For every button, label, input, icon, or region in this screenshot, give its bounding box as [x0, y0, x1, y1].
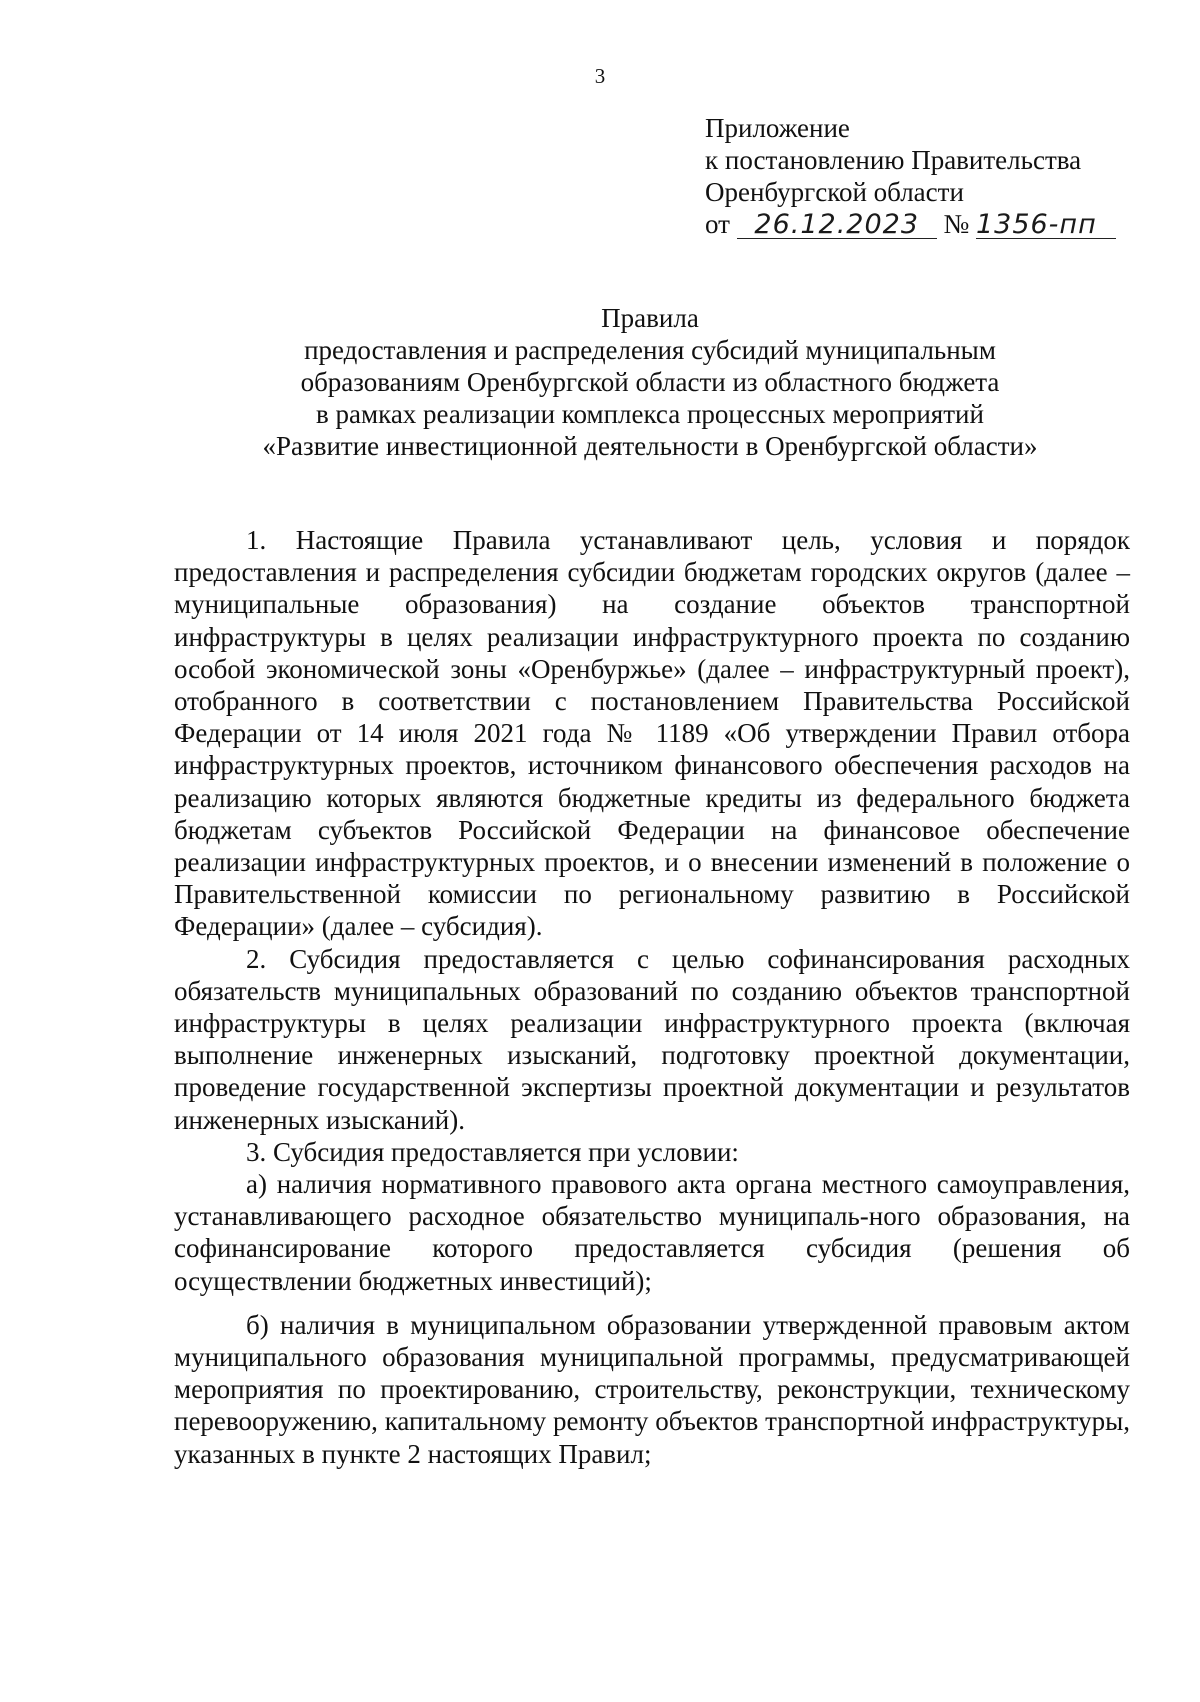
paragraph-3a: а) наличия нормативного правового акта органа местного самоуправления, устанавливающего расходное обязательство муниципаль-ного образования, на софинансирование которого предоставляется субсидия (решения об осуществлении бюджетных инвестиций);	[174, 1169, 1130, 1296]
paragraph-3b: б) наличия в муниципальном образовании утвержденной правовым актом муниципального образования муниципальной программы, предусматривающей мероприятия по проектированию, строительству, реконструкции, техническому перевооружению, капитальному ремонту объектов транспортной инфраструктуры, указанных в пункте 2 настоящих Правил;	[174, 1309, 1130, 1469]
appendix-header	[705, 112, 1165, 240]
title-line-2: образованиям Оренбургской области из областного бюджета	[300, 367, 1000, 397]
appendix-title: Приложение	[705, 113, 850, 143]
appendix-line-resolution: к постановлению Правительства	[705, 145, 1082, 175]
title-heading: Правила	[601, 303, 699, 333]
title-line-4: «Развитие инвестиционной деятельности в Оренбургской области»	[262, 431, 1038, 461]
title-line-3: в рамках реализации комплекса процессных мероприятий	[316, 399, 984, 429]
page-number: 3	[594, 64, 606, 88]
paragraph-1: 1. Настоящие Правила устанавливают цель, условия и порядок предоставления и распределения субсидии бюджетам городских округов (далее – муниципальные образования) на создание объектов транспортной инфраструктуры в целях реализации инфраструктурного проекта по созданию особой экономической зоны «Оренбуржье» (далее – инфраструктурный проект), отобранного в соответствии с постановлением Правительства Российской Федерации от 14 июля 2021 года № 1189 «Об утверждении Правил отбора инфраструктурных проектов, источником финансового обеспечения расходов на реализацию которых являются бюджетные кредиты из федерального бюджета бюджетам субъектов Российской Федерации на финансовое обеспечение реализации инфраструктурных проектов, и о внесении изменений в положение о Правительственной комиссии по региональному развитию в Российской Федерации» (далее – субсидия).	[174, 525, 1130, 942]
title-line-1: предоставления и распределения субсидий муниципальным	[304, 335, 996, 365]
handwritten-date: 26.12.2023	[737, 212, 937, 239]
paragraph-3: 3. Субсидия предоставляется при условии:	[246, 1136, 739, 1167]
appendix-date-number-row	[705, 208, 1165, 240]
number-label: №	[943, 209, 970, 239]
paragraph-2: 2. Субсидия предоставляется с целью софинансирования расходных обязательств муниципальных образований по созданию объектов транспортной инфраструктуры в целях реализации инфраструктурного проекта (включая выполнение инженерных изысканий, подготовку проектной документации, проведение государственной экспертизы проектной документации и результатов инженерных изысканий).	[174, 943, 1130, 1135]
document-body	[174, 524, 1130, 1470]
appendix-line-region: Оренбургской области	[705, 177, 964, 207]
document-title	[170, 302, 1130, 462]
from-label: от	[705, 209, 730, 239]
handwritten-number: 1356-пп	[976, 212, 1116, 239]
